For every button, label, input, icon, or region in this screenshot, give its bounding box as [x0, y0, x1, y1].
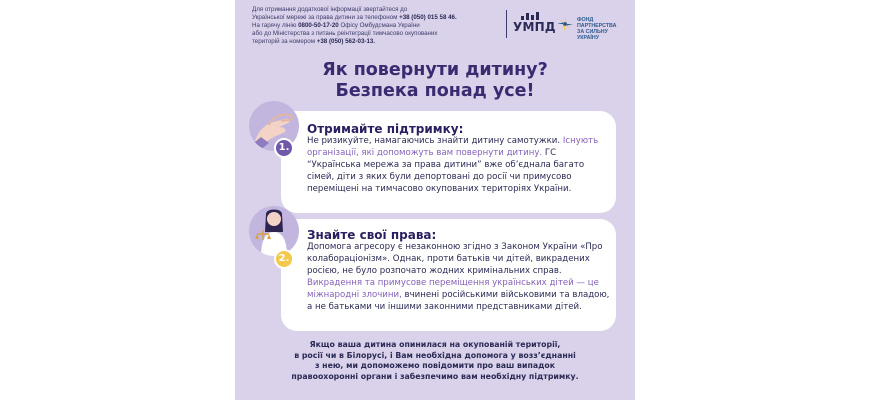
section-text: Допомога агресору є незаконною згідно з Законом України «Про колабораціонізм». Однак, проти батьків чи дітей, викрадених росією, не було розпочато жодних кримінальних справ. Викрадення та примусове переміщення українських дітей — це міжнародні злочини, вчинені російськими військовими та владою, а не батьками чи іншими законними представниками дітей. [307, 242, 610, 312]
page-title [235, 60, 635, 102]
footer-line: правоохоронні органи і забезпечимо вам необхідну підтримку. [291, 371, 579, 381]
umpd-logo-text: УМПД [513, 20, 556, 34]
justice-woman-icon [249, 206, 299, 256]
contact-info [252, 6, 514, 46]
section-card-rights [281, 219, 616, 331]
header-divider [506, 10, 507, 38]
umpd-logo [513, 12, 556, 38]
contact-line: Офісу Омбудсмана України [340, 22, 420, 29]
title-line-1: Як повернути дитину? [322, 60, 548, 80]
fond-logo [555, 14, 627, 41]
footer-line: Якщо ваша дитина опинилася на окупованій території, [309, 340, 561, 349]
fond-logo-icon [555, 14, 575, 34]
fond-logo-text: ФОНД ПАРТНЕРСТВА ЗА СИЛЬНУ УКРАЇНУ [577, 17, 617, 41]
section-text: Не ризикуйте, намагаючись знайти дитину самотужки. Існують організації, які допоможуть вам повернути дитину. ГС “Українська мережа за права дитини” вже об’єднала багато сімей, діти з яких були депортовані до росії чи примусово переміщені на тимчасово окупованих територіях України. [307, 136, 599, 194]
footer-line: в росії чи в Білорусі, і Вам необхідна допомога у возз’єднанні [294, 350, 576, 360]
section-heading: Отримайте підтримку: [307, 122, 464, 136]
title-line-2: Безпека понад усе! [335, 81, 535, 101]
section-heading: Знайте свої права: [307, 228, 437, 242]
header [235, 0, 635, 50]
phone-hotline[interactable]: 0800-50-17-20 [298, 22, 339, 29]
contact-line: або до Міністерства з питань реінтеграції тимчасово окупованих [252, 30, 438, 37]
contact-line: На гарячу лінію [252, 22, 297, 29]
contact-line: територій за номером [252, 38, 315, 45]
section-card-support [281, 111, 616, 213]
footer-line: з нею, ми допоможемо повідомити про ваш випадок [314, 361, 556, 370]
step-number-badge: 1. [274, 138, 294, 158]
step-number-badge: 2. [274, 249, 294, 269]
poster [235, 0, 635, 400]
umpd-logo-icon [521, 12, 541, 20]
highlight-text: Викрадення та примусове переміщення українських дітей — це міжнародні злочини, [307, 278, 599, 300]
contact-line: Української мережі за права дитини за телефоном [252, 14, 398, 21]
highlight-text: Існують організації, які допоможуть вам повернути дитину. [307, 136, 599, 158]
contact-line: Для отримання додаткової інформації звертайтеся до [252, 6, 408, 13]
phone-ministry[interactable]: +38 (050) 562-03-13. [316, 38, 376, 45]
footer-note [235, 340, 635, 382]
phone-umpd[interactable]: +38 (050) 015 58 46. [399, 14, 457, 21]
